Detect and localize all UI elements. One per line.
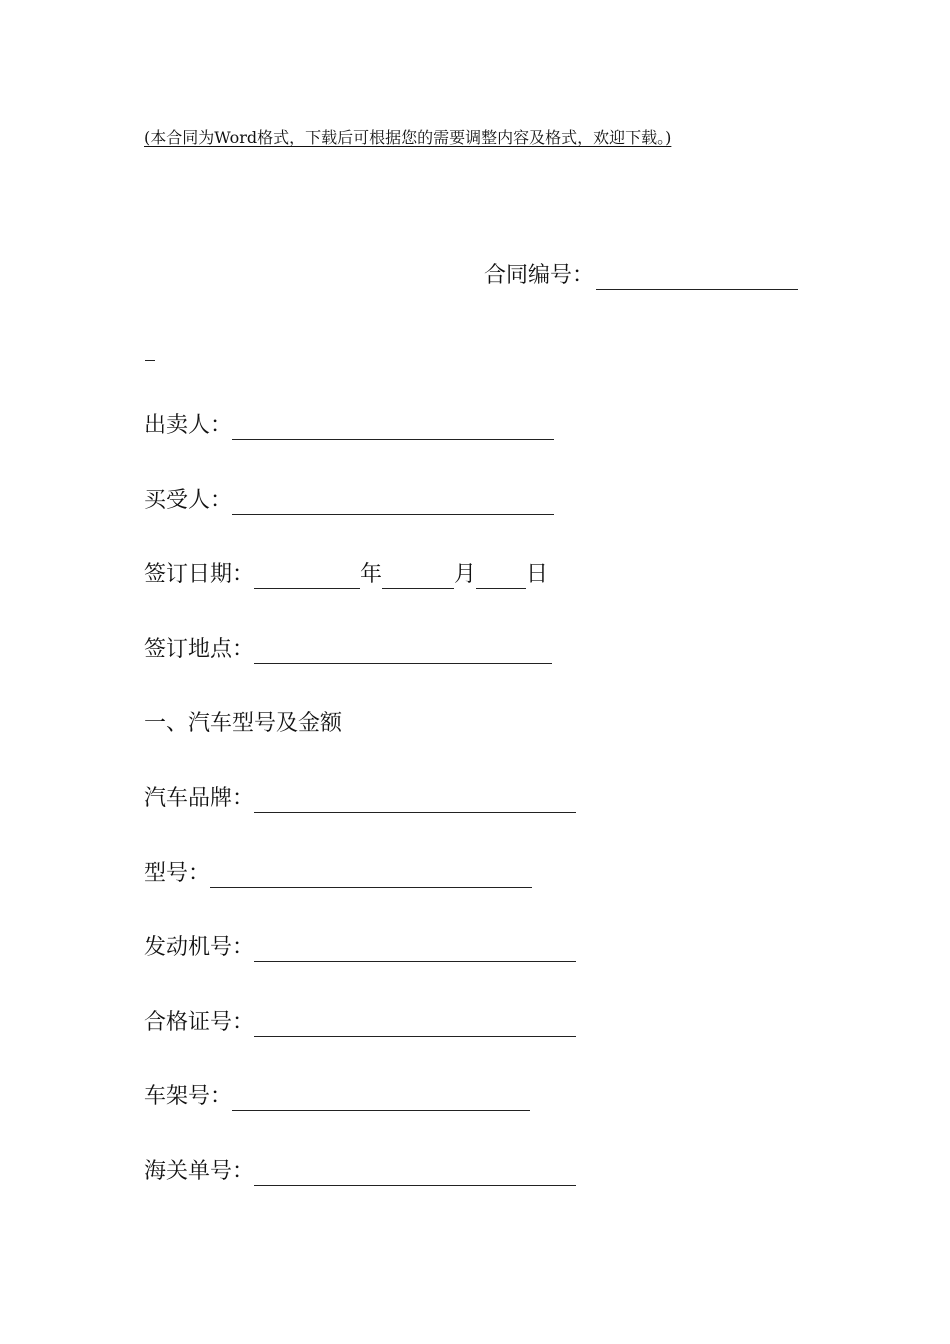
section-1-heading: 一、汽车型号及金额 (144, 711, 343, 736)
buyer-label: 买受人： (144, 488, 233, 513)
download-notice: (本合同为Word格式，下载后可根据您的需要调整内容及格式，欢迎下载。) (144, 128, 672, 147)
engine-number-blank[interactable] (254, 941, 576, 962)
model-label: 型号： (144, 861, 211, 886)
sign-place-blank[interactable] (254, 643, 552, 664)
sign-year-blank[interactable] (254, 568, 360, 589)
month-label: 月 (454, 562, 477, 587)
year-label: 年 (360, 562, 383, 587)
sign-date-field (144, 561, 548, 589)
seller-blank[interactable] (232, 419, 554, 440)
engine-number-label: 发动机号： (144, 935, 255, 960)
sign-place-field (144, 636, 552, 664)
frame-number-field (144, 1083, 530, 1111)
contract-number-blank[interactable] (596, 269, 798, 290)
seller-label: 出卖人： (144, 413, 233, 438)
sign-month-blank[interactable] (382, 568, 454, 589)
brand-field (144, 785, 576, 813)
day-label: 日 (526, 562, 549, 587)
customs-number-blank[interactable] (254, 1165, 576, 1186)
customs-number-label: 海关单号： (144, 1159, 255, 1184)
sign-place-label: 签订地点： (144, 637, 255, 662)
seller-field (144, 412, 554, 440)
engine-number-field (144, 934, 576, 962)
buyer-blank[interactable] (232, 494, 554, 515)
model-blank[interactable] (210, 867, 532, 888)
contract-number-label: 合同编号： (484, 263, 595, 288)
customs-number-field (144, 1158, 576, 1186)
sign-day-blank[interactable] (476, 568, 526, 589)
certificate-number-label: 合格证号： (144, 1010, 255, 1035)
contract-number-field (484, 262, 798, 290)
sign-date-label: 签订日期： (144, 562, 255, 587)
frame-number-label: 车架号： (144, 1084, 233, 1109)
contract-number-blank-continuation (145, 360, 155, 361)
frame-number-blank[interactable] (232, 1090, 530, 1111)
brand-label: 汽车品牌： (144, 786, 255, 811)
certificate-number-blank[interactable] (254, 1016, 576, 1037)
brand-blank[interactable] (254, 792, 576, 813)
buyer-field (144, 487, 554, 515)
model-field (144, 860, 532, 888)
certificate-number-field (144, 1009, 576, 1037)
